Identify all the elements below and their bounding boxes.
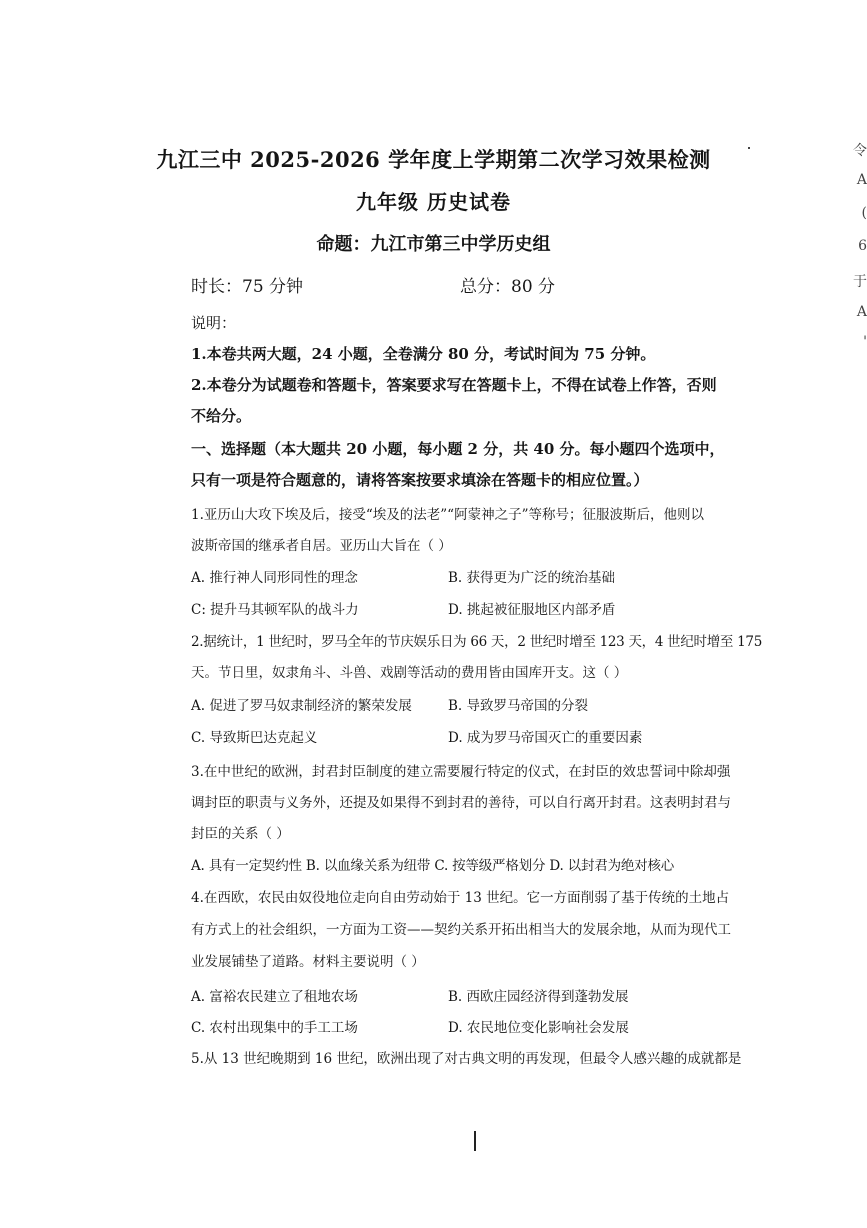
question-3-options: A. 具有一定契约性 B. 以血缘关系为纽带 C. 按等级严格划分 D. 以封君为绝对核心 xyxy=(191,858,675,874)
question-1-line1: 1.亚历山大攻下埃及后，接受“埃及的法老”“阿蒙神之子”等称号；征服波斯后，他则以 xyxy=(191,507,704,523)
question-4-option-b: B. 西欧庄园经济得到蓬勃发展 xyxy=(448,989,629,1005)
question-2-option-d: D. 成为罗马帝国灭亡的重要因素 xyxy=(448,730,643,746)
question-4-line1: 4.在西欧，农民由奴役地位走向自由劳动始于 13 世纪。它一方面削弱了基于传统的土地占 xyxy=(191,890,730,906)
question-2-option-b: B. 导致罗马帝国的分裂 xyxy=(448,698,589,714)
scan-speck xyxy=(748,147,750,149)
question-2-option-a: A. 促进了罗马奴隶制经济的繁荣发展 xyxy=(191,698,412,714)
question-4-option-c: C. 农村出现集中的手工工场 xyxy=(191,1020,358,1036)
question-2-option-c: C. 导致斯巴达克起义 xyxy=(191,730,318,746)
exam-subtitle: 九年级 历史试卷 xyxy=(356,190,511,214)
exam-author: 命题：九江市第三中学历史组 xyxy=(316,234,551,255)
question-4-option-a: A. 富裕农民建立了租地农场 xyxy=(191,989,358,1005)
question-2-line2: 天。节日里，奴隶角斗、斗兽、戏剧等活动的费用皆由国库开支。这（ ） xyxy=(191,665,628,681)
question-4-line2: 有方式上的社会组织，一方面为工资——契约关系开拓出相当大的发展余地，从而为现代工 xyxy=(191,922,731,938)
question-1-option-b: B. 获得更为广泛的统治基础 xyxy=(448,570,616,586)
section-heading-line1: 一、选择题（本大题共 20 小题，每小题 2 分，共 40 分。每小题四个选项中， xyxy=(191,440,725,458)
edge-glyph: 令 xyxy=(853,143,867,159)
instructions-heading: 说明： xyxy=(191,314,237,332)
exam-total-score: 总分：80 分 xyxy=(460,277,556,297)
question-2-line1: 2.据统计，1 世纪时，罗马全年的节庆娱乐日为 66 天，2 世纪时增至 123 天，4 世纪时增至 175 xyxy=(191,634,762,650)
question-3-line2: 调封臣的职责与义务外，还提及如果得不到封君的善待，可以自行离开封君。这表明封君与 xyxy=(191,795,731,811)
question-3-line1: 3.在中世纪的欧洲，封君封臣制度的建立需要履行特定的仪式，在封臣的效忠誓词中除却强 xyxy=(191,764,731,780)
question-1-option-c: C: 提升马其顿军队的战斗力 xyxy=(191,602,359,618)
question-1-option-a: A. 推行神人同形同性的理念 xyxy=(191,570,358,586)
question-4-line3: 业发展铺垫了道路。材料主要说明（ ） xyxy=(191,954,425,970)
page-number-mark xyxy=(474,1131,476,1151)
instruction-item-2-line1: 2.本卷分为试题卷和答题卡，答案要求写在答题卡上，不得在试卷上作答，否则 xyxy=(191,376,717,394)
instruction-item-2-line2: 不给分。 xyxy=(191,407,252,425)
instruction-item-1: 1.本卷共两大题，24 小题，全卷满分 80 分，考试时间为 75 分钟。 xyxy=(191,345,656,363)
section-heading-line2: 只有一项是符合题意的，请将答案按要求填涂在答题卡的相应位置。） xyxy=(191,471,649,489)
question-5-line1: 5.从 13 世纪晚期到 16 世纪，欧洲出现了对古典文明的再发现，但最令人感兴趣的成就都是 xyxy=(191,1051,742,1067)
edge-glyph: 于 xyxy=(853,274,867,290)
exam-duration: 时长：75 分钟 xyxy=(191,277,304,297)
edge-glyph: 6 xyxy=(858,238,867,254)
edge-glyph: ( xyxy=(861,205,867,221)
edge-glyph: ' xyxy=(863,334,867,350)
question-3-line3: 封臣的关系（ ） xyxy=(191,826,290,842)
question-1-line2: 波斯帝国的继承者自居。亚历山大旨在（ ） xyxy=(191,538,452,554)
question-4-option-d: D. 农民地位变化影响社会发展 xyxy=(448,1020,629,1036)
edge-glyph: A xyxy=(856,304,867,320)
edge-glyph: A xyxy=(856,172,867,188)
exam-title: 九江三中 2025-2026 学年度上学期第二次学习效果检测 xyxy=(156,147,711,172)
question-1-option-d: D. 挑起被征服地区内部矛盾 xyxy=(448,602,616,618)
